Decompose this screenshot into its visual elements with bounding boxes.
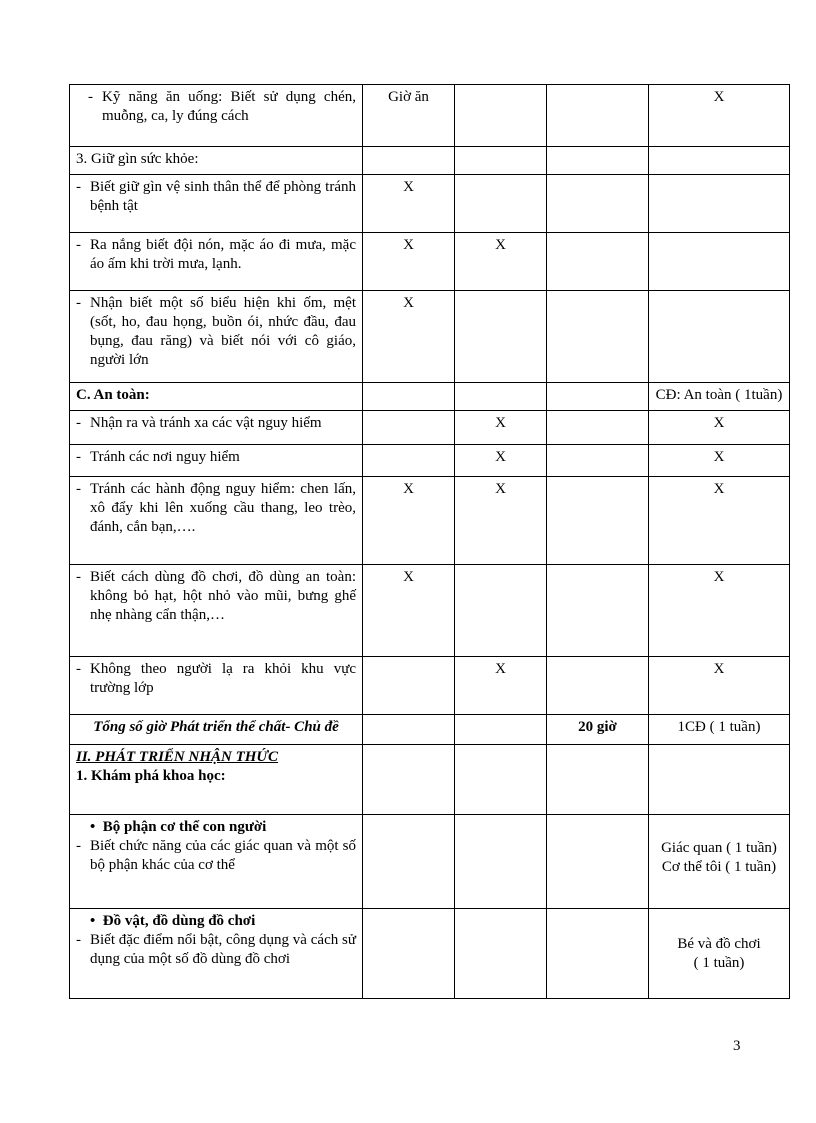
dash-marker: - xyxy=(76,295,81,311)
col2-cell: X xyxy=(363,291,455,383)
col5-cell xyxy=(649,909,790,999)
col5-cell: X xyxy=(649,85,790,147)
col5-cell xyxy=(649,815,790,909)
activity-item xyxy=(76,178,356,216)
col5-cell: X xyxy=(649,565,790,657)
activity-text: Không theo người lạ ra khỏi khu vực trường lớp xyxy=(90,661,356,696)
col2-cell xyxy=(363,445,455,477)
col4-cell xyxy=(547,477,649,565)
dash-marker: - xyxy=(76,569,81,585)
topic-bullet: • Bộ phận cơ thể con người xyxy=(90,819,267,835)
total-label: Tổng số giờ Phát triển thể chất- Chủ đề xyxy=(70,715,363,745)
activity-item xyxy=(76,931,356,969)
col5-cell xyxy=(649,745,790,815)
activity-cell xyxy=(70,291,363,383)
table-row xyxy=(70,815,790,909)
activity-cell xyxy=(70,233,363,291)
activity-text: Ra nắng biết đội nón, mặc áo đi mưa, mặc áo ấm khi trời mưa, lạnh. xyxy=(90,237,356,272)
col2-cell xyxy=(363,745,455,815)
table-row xyxy=(70,233,790,291)
activity-text: Biết đặc điểm nổi bật, công dụng và cách sử dụng của một số đồ dùng đồ chơi xyxy=(90,932,356,967)
dash-marker: - xyxy=(88,89,93,105)
col4-cell xyxy=(547,291,649,383)
dash-marker: - xyxy=(76,661,81,677)
activity-text: Tránh các hành động nguy hiểm: chen lấn, xô đẩy khi lên xuống cầu thang, leo trèo, đánh, cắn bạn,…. xyxy=(90,481,356,535)
table-row xyxy=(70,85,790,147)
dash-marker: - xyxy=(76,415,81,431)
col3-cell xyxy=(455,85,547,147)
col5-cell: X xyxy=(649,445,790,477)
col3-cell xyxy=(455,715,547,745)
col3-cell xyxy=(455,383,547,411)
table-row xyxy=(70,745,790,815)
dash-marker: - xyxy=(76,838,81,854)
col5-cell xyxy=(649,147,790,175)
total-hours: 20 giờ xyxy=(547,715,649,745)
total-themes: 1CĐ ( 1 tuần) xyxy=(649,715,790,745)
col4-cell xyxy=(547,565,649,657)
table-row xyxy=(70,445,790,477)
col4-cell xyxy=(547,175,649,233)
theme-note: CĐ: An toàn ( 1tuần) xyxy=(649,383,790,411)
subsection-label: 1. Khám phá khoa học: xyxy=(76,768,226,784)
table-row xyxy=(70,411,790,445)
activity-item xyxy=(76,568,356,625)
activity-text: Kỹ năng ăn uống: Biết sử dụng chén, muỗng, ca, ly đúng cách xyxy=(102,89,356,124)
col3-cell: X xyxy=(455,445,547,477)
activity-cell xyxy=(70,445,363,477)
col5-cell: X xyxy=(649,477,790,565)
col3-cell xyxy=(455,745,547,815)
col4-cell xyxy=(547,411,649,445)
col5-cell xyxy=(649,291,790,383)
col4-cell xyxy=(547,745,649,815)
activity-item xyxy=(76,480,356,537)
table-row xyxy=(70,909,790,999)
table-row xyxy=(70,147,790,175)
table-row xyxy=(70,715,790,745)
theme-note: ( 1 tuần) xyxy=(693,955,745,971)
col2-cell: X xyxy=(363,477,455,565)
activity-item xyxy=(76,414,356,433)
col2-cell: X xyxy=(363,175,455,233)
activity-text: Nhận biết một số biểu hiện khi ốm, mệt (sốt, ho, đau họng, buồn ói, nhức đầu, đau bụng, đau răng) và biết nói với cô giáo, người lớn xyxy=(90,295,356,368)
table-row xyxy=(70,175,790,233)
dash-marker: - xyxy=(76,449,81,465)
col5-cell: X xyxy=(649,657,790,715)
col4-cell xyxy=(547,445,649,477)
activity-item xyxy=(76,88,356,126)
activity-item xyxy=(76,837,356,875)
dash-marker: - xyxy=(76,237,81,253)
col3-cell: X xyxy=(455,657,547,715)
col4-cell xyxy=(547,233,649,291)
dash-marker: - xyxy=(76,932,81,948)
col4-cell xyxy=(547,383,649,411)
activity-text: Biết cách dùng đồ chơi, đồ dùng an toàn: không bỏ hạt, hột nhỏ vào mũi, bưng ghế nhẹ nhàng cẩn thận,… xyxy=(90,569,356,623)
col2-cell xyxy=(363,909,455,999)
activity-text: Tránh các nơi nguy hiểm xyxy=(90,449,240,465)
col3-cell xyxy=(455,147,547,175)
col3-cell xyxy=(455,291,547,383)
activity-cell xyxy=(70,909,363,999)
bullet-icon: • xyxy=(90,819,96,835)
section-label: C. An toàn: xyxy=(70,383,363,411)
col2-cell xyxy=(363,411,455,445)
activity-cell xyxy=(70,815,363,909)
activity-item xyxy=(76,236,356,274)
col2-cell: Giờ ăn xyxy=(363,85,455,147)
activity-text: Biết giữ gìn vệ sinh thân thể để phòng tránh bệnh tật xyxy=(90,179,356,214)
col4-cell xyxy=(547,815,649,909)
table-row xyxy=(70,383,790,411)
col2-cell: X xyxy=(363,233,455,291)
col2-cell xyxy=(363,147,455,175)
activity-item xyxy=(76,448,356,467)
theme-note: Cơ thể tôi ( 1 tuần) xyxy=(661,859,777,875)
col2-cell xyxy=(363,715,455,745)
col4-cell xyxy=(547,147,649,175)
col4-cell xyxy=(547,909,649,999)
col2-cell: X xyxy=(363,565,455,657)
bullet-icon: • xyxy=(90,913,96,929)
col4-cell xyxy=(547,85,649,147)
activity-cell xyxy=(70,477,363,565)
activity-text: Biết chức năng của các giác quan và một số bộ phận khác của cơ thể xyxy=(90,838,356,873)
topic-bullet: • Đồ vật, đồ dùng đồ chơi xyxy=(90,913,256,929)
col3-cell: X xyxy=(455,233,547,291)
col4-cell xyxy=(547,657,649,715)
activity-cell xyxy=(70,175,363,233)
activity-text: Nhận ra và tránh xa các vật nguy hiểm xyxy=(90,415,322,431)
col2-cell xyxy=(363,383,455,411)
activity-cell xyxy=(70,565,363,657)
activity-cell xyxy=(70,411,363,445)
col3-cell xyxy=(455,565,547,657)
col3-cell: X xyxy=(455,411,547,445)
col5-cell: X xyxy=(649,411,790,445)
activity-cell xyxy=(70,85,363,147)
activity-item xyxy=(76,660,356,698)
table-row xyxy=(70,657,790,715)
col3-cell: X xyxy=(455,477,547,565)
table-row xyxy=(70,477,790,565)
theme-note: Giác quan ( 1 tuần) xyxy=(661,840,777,856)
dash-marker: - xyxy=(76,481,81,497)
section-heading: II. PHÁT TRIỂN NHẬN THỨC xyxy=(76,749,279,765)
col2-cell xyxy=(363,657,455,715)
section-label: 3. Giữ gìn sức khỏe: xyxy=(70,147,363,175)
table-row xyxy=(70,291,790,383)
col3-cell xyxy=(455,909,547,999)
col2-cell xyxy=(363,815,455,909)
section-heading-cell xyxy=(70,745,363,815)
activity-cell xyxy=(70,657,363,715)
col5-cell xyxy=(649,175,790,233)
activity-item xyxy=(76,294,356,370)
dash-marker: - xyxy=(76,179,81,195)
page-number: 3 xyxy=(733,1038,741,1054)
col5-cell xyxy=(649,233,790,291)
col3-cell xyxy=(455,815,547,909)
theme-note: Bé và đồ chơi xyxy=(677,936,761,952)
col3-cell xyxy=(455,175,547,233)
curriculum-table xyxy=(69,84,790,999)
table-row xyxy=(70,565,790,657)
